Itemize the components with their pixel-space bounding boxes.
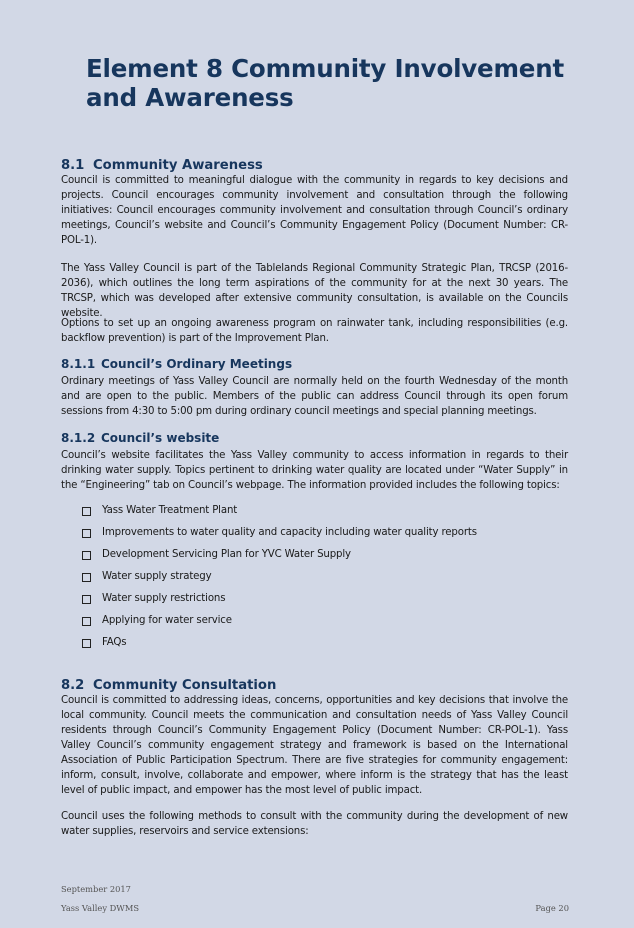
section-8-2-paragraph-1: Council is committed to addressing ideas, concerns, opportunities and key decisions that involve the local community. Council meets the communication and consultation needs of Yass Valley Council residents through Council’s Community Engagement Policy (Document Number: CR-POL-1). Yass Valley Council’s community engagement strategy and framework is based on the International Association of Public Participation Spectrum. There are five strategies for community engagement: inform, consult, involve, collaborate and empower, where inform is the strategy that has the least level of public impact, and empower has the most level of public impact. — [61, 695, 568, 796]
section-title: Community Awareness — [93, 158, 263, 173]
list-item: Water supply restrictions — [82, 591, 477, 613]
section-8-1-1-heading — [61, 357, 292, 371]
checkbox-bullet-icon — [82, 551, 91, 560]
checkbox-bullet-icon — [82, 617, 91, 626]
checkbox-bullet-icon — [82, 507, 91, 516]
page-title: Element 8 Community Involvement and Awareness — [86, 54, 564, 112]
section-8-1-1-paragraph: Ordinary meetings of Yass Valley Council are normally held on the fourth Wednesday of the month and are open to the public. Members of the public can address Council through its open forum sessions from 4:30 to 5:00 pm during ordinary council meetings and special planning meetings. — [61, 376, 568, 417]
website-topics-list — [82, 503, 477, 657]
footer-date: September 2017 — [61, 884, 131, 894]
section-8-1-paragraph-2: The Yass Valley Council is part of the Tablelands Regional Community Strategic Plan, TRCSP (2016-2036), which outlines the long term aspirations of the community for at the next 30 years. The TRCSP, which was developed after extensive community consultation, is available on the Councils website. — [61, 263, 568, 319]
footer-document-name: Yass Valley DWMS — [61, 903, 140, 913]
section-number: 8.1.1 — [61, 357, 96, 371]
section-8-1-heading — [61, 158, 263, 173]
section-title: Community Consultation — [93, 678, 277, 693]
checkbox-bullet-icon — [82, 573, 91, 582]
section-number: 8.2 — [61, 678, 85, 693]
footer-page-number: Page 20 — [535, 903, 569, 913]
section-number: 8.1.2 — [61, 431, 96, 445]
list-item: FAQs — [82, 635, 477, 657]
list-item: Applying for water service — [82, 613, 477, 635]
list-item: Yass Water Treatment Plant — [82, 503, 477, 525]
list-item: Water supply strategy — [82, 569, 477, 591]
section-number: 8.1 — [61, 158, 85, 173]
section-title: Council’s Ordinary Meetings — [101, 357, 293, 371]
section-8-1-2-heading — [61, 431, 219, 445]
checkbox-bullet-icon — [82, 529, 91, 538]
checkbox-bullet-icon — [82, 639, 91, 648]
list-item: Improvements to water quality and capacity including water quality reports — [82, 525, 477, 547]
section-8-1-paragraph-3: Options to set up an ongoing awareness program on rainwater tank, including responsibilities (e.g. backflow prevention) is part of the Improvement Plan. — [61, 318, 568, 344]
section-title: Council’s website — [101, 431, 220, 445]
checkbox-bullet-icon — [82, 595, 91, 604]
section-8-1-paragraph-1: Council is committed to meaningful dialogue with the community in regards to key decisions and projects. Council encourages community involvement and consultation through the following initiatives: Council encourages community involvement and consultation through Council’s ordinary meetings, Council’s website and Council’s Community Engagement Policy (Document Number: CR-POL-1). — [61, 175, 568, 246]
section-8-1-2-paragraph: Council’s website facilitates the Yass Valley community to access information in regards to their drinking water supply. Topics pertinent to drinking water quality are located under “Water Supply” in the “Engineering” tab on Council’s webpage. The information provided includes the following topics: — [61, 450, 568, 491]
section-8-2-paragraph-2: Council uses the following methods to consult with the community during the development of new water supplies, reservoirs and service extensions: — [61, 811, 568, 837]
list-item: Development Servicing Plan for YVC Water Supply — [82, 547, 477, 569]
section-8-2-heading — [61, 678, 276, 693]
